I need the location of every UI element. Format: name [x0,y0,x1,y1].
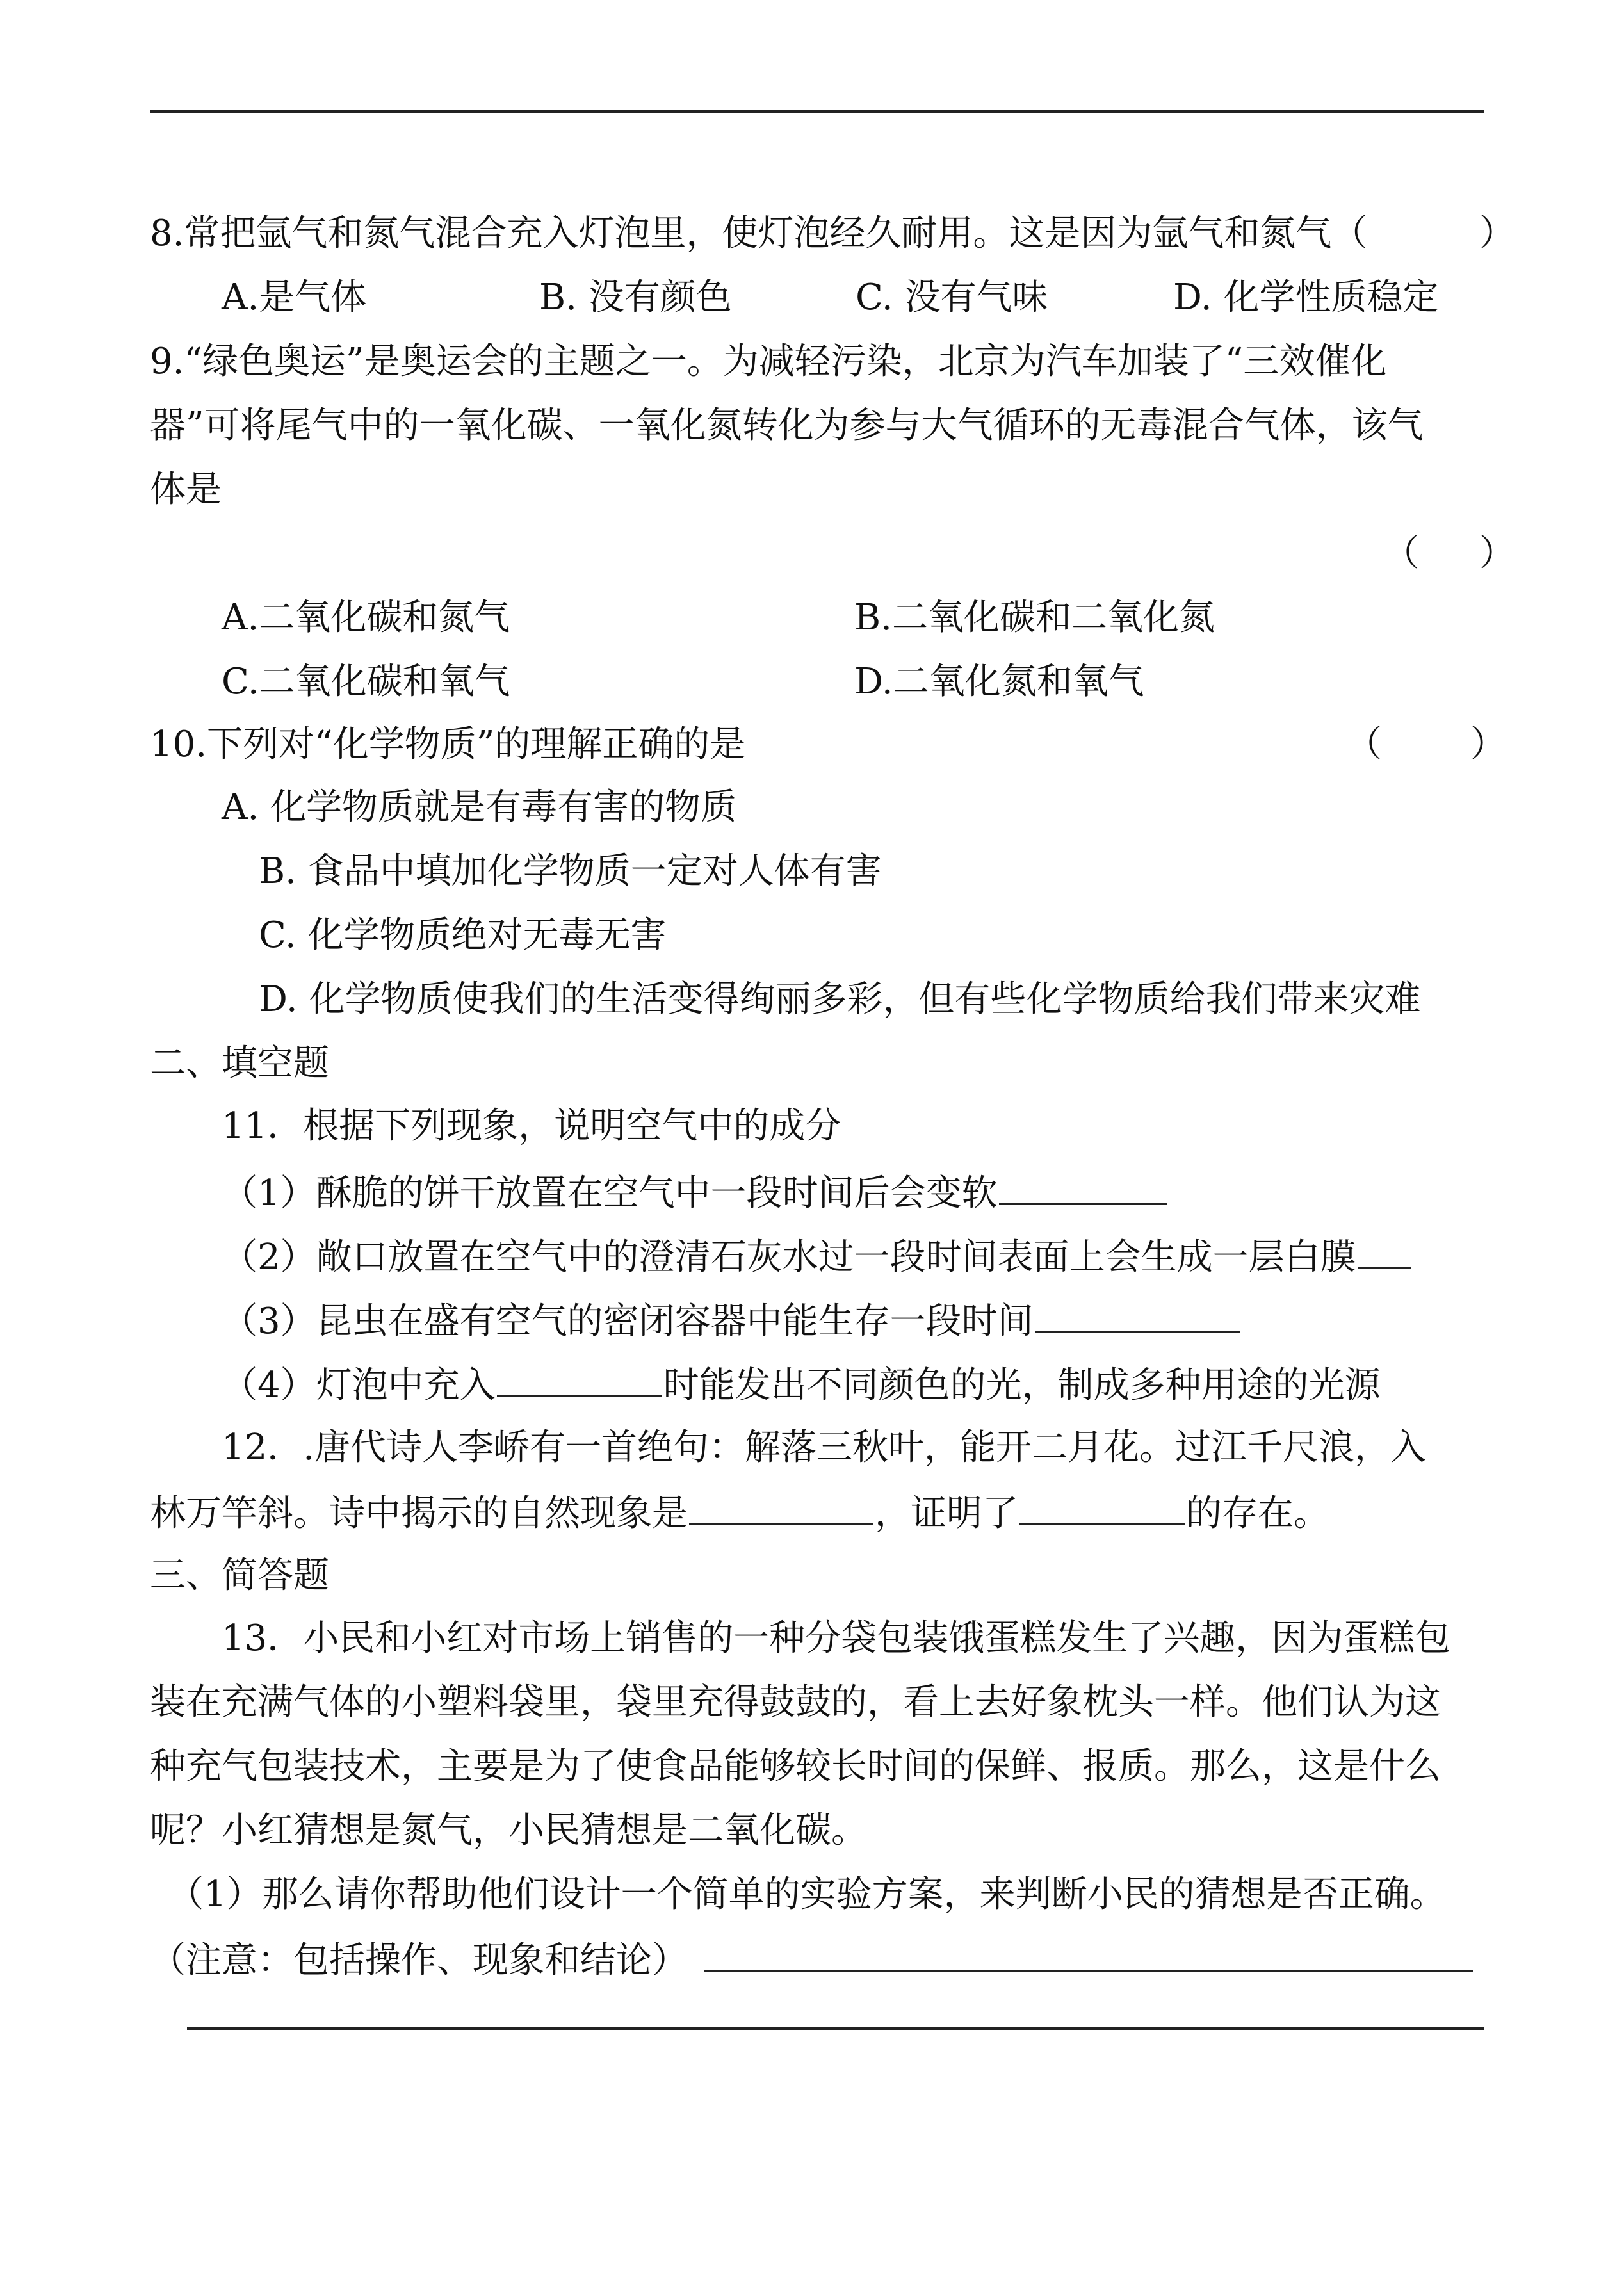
q8-option-d: D. 化学性质稳定 [1173,277,1439,318]
q13-stem-line3: 种充气包装技术，主要是为了使食品能够较长时间的保鲜、报质。那么，这是什么 [150,1746,1441,1787]
q12-line2-text-mid: ，证明了 [875,1493,1018,1534]
q11-item-4 [222,1361,1381,1406]
q11-item-2-text: （2）敞口放置在空气中的澄清石灰水过一段时间表面上会生成一层白膜 [222,1237,1356,1278]
q13-sub1-line2 [150,1936,1474,1981]
q11-item-2 [222,1233,1413,1278]
q12-stem-line2 [150,1489,1329,1534]
q11-item-1-text: （1）酥脆的饼干放置在空气中一段时间后会变软 [222,1172,998,1214]
q13-sub1-note: （注意：包括操作、现象和结论） [150,1940,688,1981]
q10-stem: 10.下列对“化学物质”的理解正确的是 [150,724,746,765]
q11-item-1-blank[interactable] [999,1169,1167,1205]
q11-item-3 [222,1297,1241,1342]
q12-stem-line1: 12．.唐代诗人李峤有一首绝句：解落三秋叶，能开二月花。过江千尺浪，入 [222,1427,1427,1468]
q12-blank-phenomenon[interactable] [689,1489,873,1525]
q13-stem-line2: 装在充满气体的小塑料袋里，袋里充得鼓鼓的，看上去好象枕头一样。他们认为这 [150,1682,1441,1723]
q9-option-b: B.二氧化碳和二氧化氮 [854,597,1215,638]
q10-option-a: A. 化学物质就是有毒有害的物质 [222,786,737,828]
q11-item-2-blank[interactable] [1358,1233,1411,1269]
q10-answer-paren-close: ） [1470,724,1506,765]
q13-sub1-line1: （1）那么请你帮助他们设计一个简单的实验方案，来判断小民的猜想是否正确。 [168,1874,1446,1915]
q13-answer-blank-1[interactable] [704,1936,1473,1972]
q8-answer-paren-close: ） [1479,213,1515,254]
q11-item-3-blank[interactable] [1035,1297,1240,1333]
q9-stem-line2: 器”可将尾气中的一氧化碳、一氧化氮转化为参与大气循环的无毒混合气体，该气 [150,405,1424,446]
section-short-answer-title: 三、简答题 [150,1555,329,1596]
q11-item-1 [222,1169,1168,1214]
q12-line2-text-pre: 林万竿斜。诗中揭示的自然现象是 [150,1493,688,1534]
q9-option-c: C.二氧化碳和氧气 [222,661,510,702]
q13-stem-line1: 13．小民和小红对市场上销售的一种分袋包装饿蛋糕发生了兴趣，因为蛋糕包 [222,1618,1451,1659]
q9-stem-line3: 体是 [150,469,222,510]
q11-item-4-text-pre: （4）灯泡中充入 [222,1365,496,1406]
header-rule [150,110,1484,113]
section-fill-in-title: 二、填空题 [150,1042,329,1084]
q12-blank-existence[interactable] [1019,1489,1185,1525]
q10-option-b: B. 食品中填加化学物质一定对人体有害 [259,850,882,892]
q13-answer-blank-2[interactable] [187,2027,1484,2030]
q8-option-a: A.是气体 [222,277,367,318]
q10-option-c: C. 化学物质绝对无毒无害 [259,914,667,956]
q8-stem: 8.常把氩气和氮气混合充入灯泡里，使灯泡经久耐用。这是因为氩气和氮气（ [150,213,1368,254]
q10-answer-paren-open: （ [1346,724,1382,765]
q8-option-c: C. 没有气味 [856,277,1048,318]
q9-stem-line1: 9.“绿色奥运”是奥运会的主题之一。为减轻污染，北京为汽车加装了“三效催化 [150,341,1387,382]
q11-item-3-text: （3）昆虫在盛有空气的密闭容器中能生存一段时间 [222,1301,1034,1342]
q12-line2-text-post: 的存在。 [1186,1493,1329,1534]
q11-item-4-blank[interactable] [497,1361,662,1397]
q8-option-b: B. 没有颜色 [539,277,732,318]
q9-option-d: D.二氧化氮和氧气 [854,661,1144,702]
q9-answer-paren-close: ） [1479,533,1515,574]
q9-answer-paren-open: （ [1383,533,1419,574]
q11-stem: 11．根据下列现象，说明空气中的成分 [222,1105,841,1147]
q11-item-4-text-post: 时能发出不同颜色的光，制成多种用途的光源 [663,1365,1381,1406]
q13-stem-line4: 呢？小红猜想是氮气，小民猜想是二氧化碳。 [150,1810,867,1851]
q10-option-d: D. 化学物质使我们的生活变得绚丽多彩，但有些化学物质给我们带来灾难 [259,978,1421,1020]
q9-option-a: A.二氧化碳和氮气 [222,597,510,638]
